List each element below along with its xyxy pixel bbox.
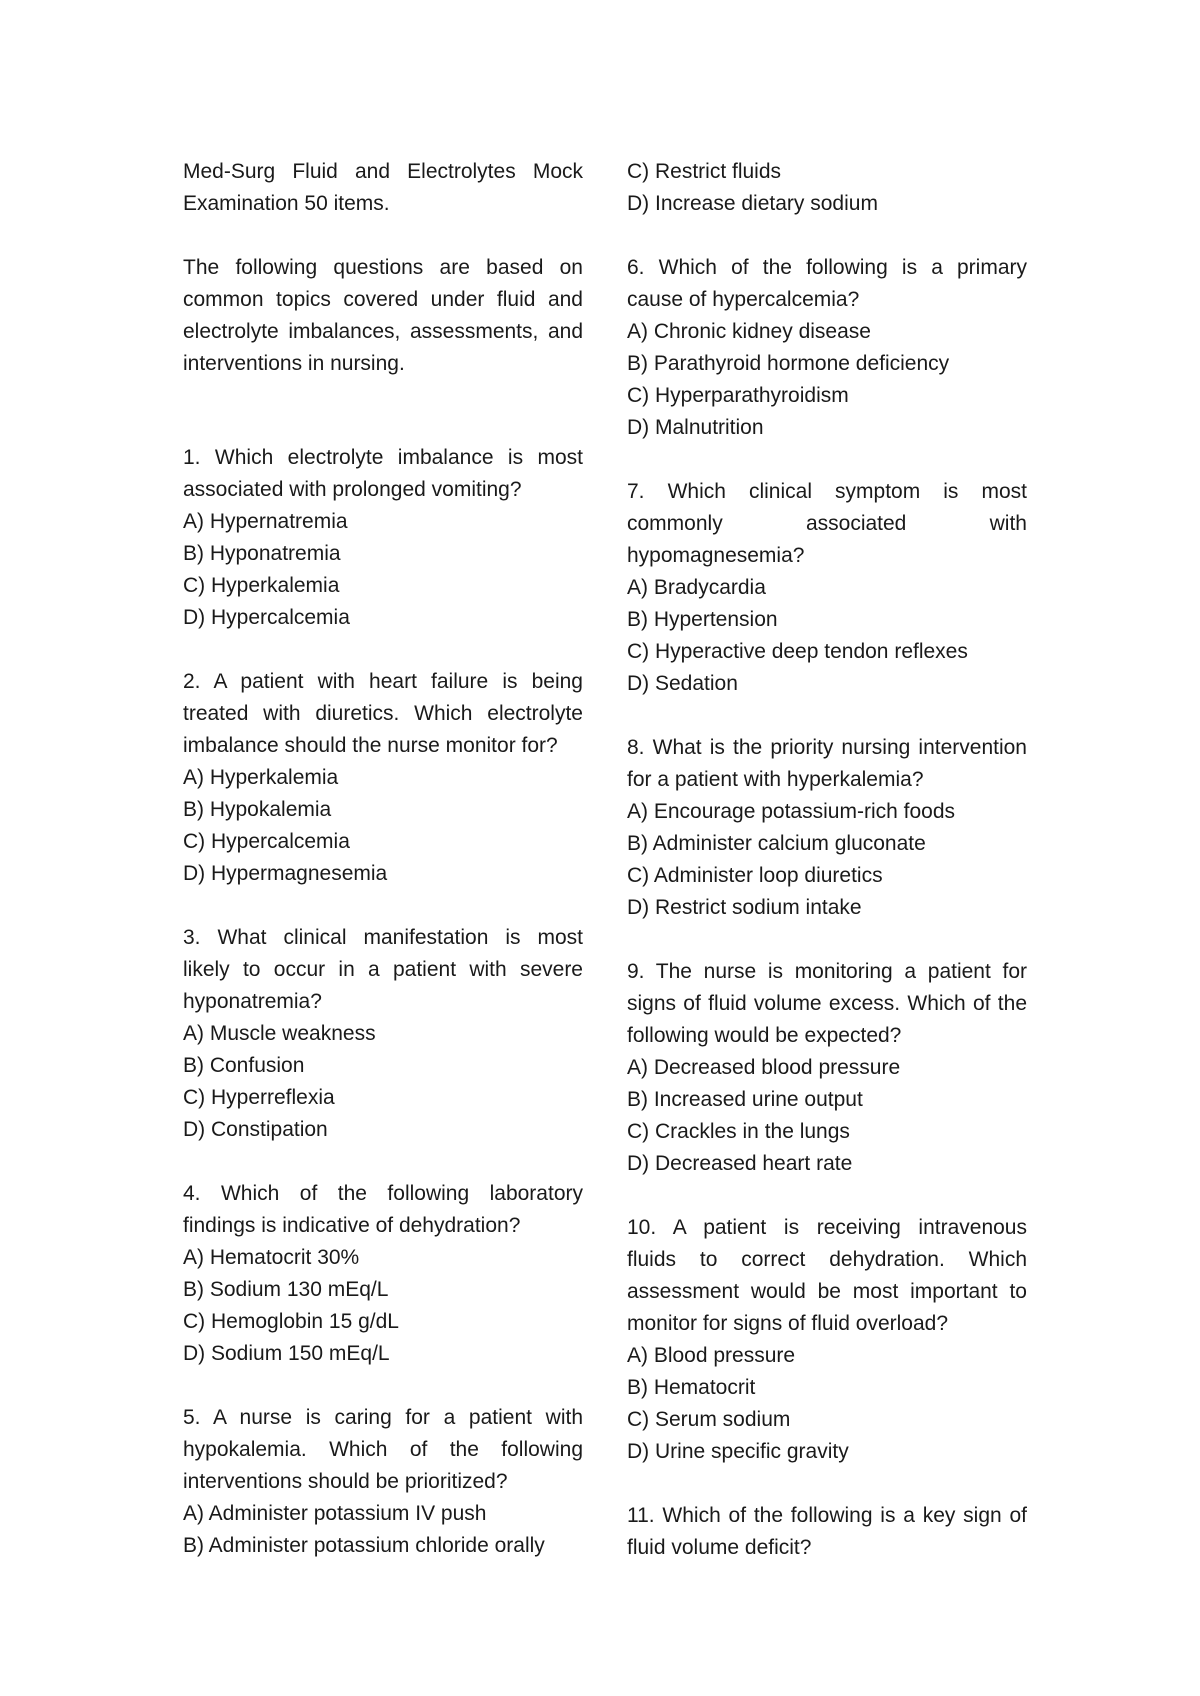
text-line: B) Increased urine output [627,1088,863,1111]
text-line: B) Hypokalemia [183,798,332,821]
text-line: imbalance should the nurse monitor for? [183,734,558,757]
text-line: C) Hyperparathyroidism [627,384,849,407]
paragraph-gap [183,1146,583,1178]
text-line: 7. Which clinical symptom is most [627,480,1027,503]
text-line: 10. A patient is receiving intravenous [627,1216,1027,1239]
text-line: C) Serum sodium [627,1408,791,1431]
text-line: A) Chronic kidney disease [627,320,871,343]
text-line: hypomagnesemia? [627,544,805,567]
text-line: The following questions are based on [183,256,583,279]
text-line: D) Urine specific gravity [627,1440,849,1463]
text-line: D) Decreased heart rate [627,1152,853,1175]
text-line: hypokalemia. Which of the following [183,1438,583,1461]
paragraph-gap [183,1370,583,1402]
paragraph-gap [627,444,1027,476]
text-line: B) Parathyroid hormone deficiency [627,352,950,375]
text-line: Med-Surg Fluid and Electrolytes Mock [183,160,583,183]
text-line: A) Administer potassium IV push [183,1502,487,1525]
paragraph-gap [627,1468,1027,1500]
paragraph-gap [183,220,583,252]
text-line: D) Malnutrition [627,416,764,439]
text-line: 4. Which of the following laboratory [183,1182,583,1205]
text-line: A) Blood pressure [627,1344,796,1367]
text-line: A) Hypernatremia [183,510,348,533]
text-line: Examination 50 items. [183,192,390,215]
text-line: B) Administer calcium gluconate [627,832,926,855]
text-line: D) Increase dietary sodium [627,192,878,215]
text-line: D) Sedation [627,672,738,695]
text-line: A) Muscle weakness [183,1022,376,1045]
text-line: 1. Which electrolyte imbalance is most [183,446,583,469]
paragraph-gap [183,634,583,666]
text-line: A) Hyperkalemia [183,766,339,789]
text-line: C) Crackles in the lungs [627,1120,850,1143]
text-line: D) Hypercalcemia [183,606,350,629]
right-column [627,156,1027,1564]
text-line: A) Bradycardia [627,576,766,599]
paragraph-gap [183,380,583,442]
text-line: interventions should be prioritized? [183,1470,508,1493]
text-line: 6. Which of the following is a primary [627,256,1027,279]
text-line: interventions in nursing. [183,352,405,375]
text-line: C) Hemoglobin 15 g/dL [183,1310,399,1333]
text-line: D) Constipation [183,1118,328,1141]
paragraph-gap [627,1180,1027,1212]
text-line: C) Hyperactive deep tendon reflexes [627,640,968,663]
paragraph-gap [627,700,1027,732]
text-line: C) Hypercalcemia [183,830,350,853]
text-line: fluids to correct dehydration. Which [627,1248,1027,1271]
text-line: findings is indicative of dehydration? [183,1214,521,1237]
text-line: 8. What is the priority nursing intervention [627,736,1027,759]
text-line: likely to occur in a patient with severe [183,958,583,981]
text-line: B) Hypertension [627,608,778,631]
text-line: associated with prolonged vomiting? [183,478,522,501]
text-line: electrolyte imbalances, assessments, and [183,320,583,343]
paragraph-gap [627,220,1027,252]
text-line: A) Hematocrit 30% [183,1246,360,1269]
text-line: monitor for signs of fluid overload? [627,1312,948,1335]
paragraph-gap [627,924,1027,956]
text-line: D) Sodium 150 mEq/L [183,1342,390,1365]
text-line: C) Administer loop diuretics [627,864,883,887]
text-line: commonly associated with [627,512,1027,535]
text-line: B) Hyponatremia [183,542,341,565]
text-line: following would be expected? [627,1024,902,1047]
text-line: D) Hypermagnesemia [183,862,388,885]
text-line: C) Hyperkalemia [183,574,340,597]
text-line: signs of fluid volume excess. Which of the [627,992,1027,1015]
left-column [183,156,583,1562]
text-line: for a patient with hyperkalemia? [627,768,924,791]
text-line: common topics covered under fluid and [183,288,583,311]
text-line: D) Restrict sodium intake [627,896,862,919]
text-line: A) Decreased blood pressure [627,1056,901,1079]
paragraph-gap [183,890,583,922]
text-line: C) Hyperreflexia [183,1086,335,1109]
text-line: C) Restrict fluids [627,160,782,183]
text-line: B) Sodium 130 mEq/L [183,1278,389,1301]
text-line: B) Administer potassium chloride orally [183,1534,545,1557]
text-line: 2. A patient with heart failure is being [183,670,583,693]
text-line: assessment would be most important to [627,1280,1027,1303]
text-line: cause of hypercalcemia? [627,288,860,311]
text-line: 11. Which of the following is a key sign of [627,1504,1027,1527]
text-line: 5. A nurse is caring for a patient with [183,1406,583,1429]
text-line: B) Confusion [183,1054,305,1077]
text-line: 9. The nurse is monitoring a patient for [627,960,1027,983]
text-line: treated with diuretics. Which electrolyte [183,702,583,725]
text-line: B) Hematocrit [627,1376,756,1399]
text-line: fluid volume deficit? [627,1536,812,1559]
text-line: A) Encourage potassium-rich foods [627,800,955,823]
text-line: hyponatremia? [183,990,322,1013]
text-line: 3. What clinical manifestation is most [183,926,583,949]
